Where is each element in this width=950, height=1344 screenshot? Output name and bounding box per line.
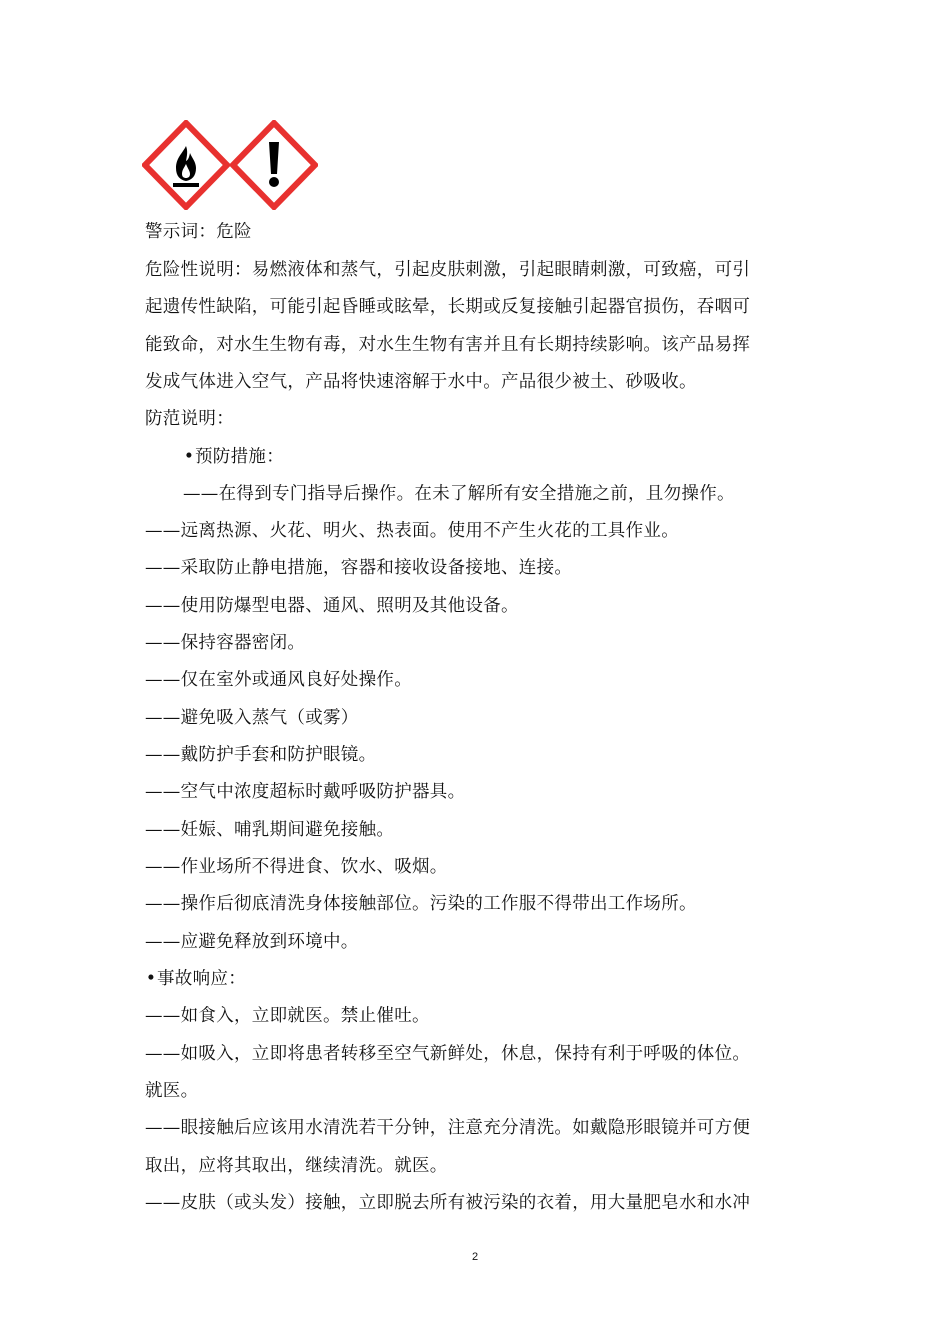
response-item: 取出，应将其取出，继续清洗。就医。: [145, 1156, 448, 1176]
bullet: •: [145, 969, 157, 989]
response-heading: [145, 967, 246, 991]
ghs-pictograms: [142, 120, 318, 210]
prevention-item: ——妊娠、哺乳期间避免接触。: [145, 820, 395, 840]
response-heading-text: 事故响应：: [157, 969, 246, 989]
response-item: ——如吸入，立即将患者转移至空气新鲜处，休息，保持有利于呼吸的体位。: [145, 1044, 751, 1064]
exclamation-mark-icon: [230, 120, 318, 210]
prevention-item: ——采取防止静电措施，容器和接收设备接地、连接。: [145, 558, 573, 578]
prevention-item: ——作业场所不得进食、饮水、吸烟。: [145, 857, 448, 877]
prevention-item: ——使用防爆型电器、通风、照明及其他设备。: [145, 596, 519, 616]
page-number: 2: [471, 1251, 479, 1263]
prevention-item: ——戴防护手套和防护眼镜。: [145, 745, 377, 765]
response-item: ——如食入，立即就医。禁止催吐。: [145, 1006, 430, 1026]
flame-icon: [142, 120, 230, 210]
prevention-item: ——避免吸入蒸气（或雾）: [145, 708, 359, 728]
hazard-statement-line: 发成气体进入空气，产品将快速溶解于水中。产品很少被土、砂吸收。: [145, 372, 697, 392]
prevention-item: ——仅在室外或通风良好处操作。: [145, 670, 412, 690]
prevention-item: ——操作后彻底清洗身体接触部位。污染的工作服不得带出工作场所。: [145, 894, 697, 914]
bullet: •: [183, 447, 195, 467]
prevention-item: ——空气中浓度超标时戴呼吸防护器具。: [145, 782, 466, 802]
prevention-item: ——应避免释放到环境中。: [145, 932, 359, 952]
prevention-item: ——在得到专门指导后操作。在未了解所有安全措施之前，且勿操作。: [183, 484, 735, 504]
precaution-title: 防范说明：: [145, 409, 234, 429]
hazard-statement-line: 起遗传性缺陷，可能引起昏睡或眩晕，长期或反复接触引起器官损伤，吞咽可: [145, 297, 751, 317]
prevention-heading-text: 预防措施：: [195, 447, 284, 467]
signal-word: 警示词：危险: [145, 222, 252, 242]
response-item: ——眼接触后应该用水清洗若干分钟，注意充分清洗。如戴隐形眼镜并可方便: [145, 1118, 751, 1138]
hazard-statement-line: 危险性说明：易燃液体和蒸气，引起皮肤刺激，引起眼睛刺激，可致癌，可引: [145, 260, 751, 280]
prevention-item: ——远离热源、火花、明火、热表面。使用不产生火花的工具作业。: [145, 521, 679, 541]
prevention-item: ——保持容器密闭。: [145, 633, 306, 653]
prevention-heading: [183, 445, 284, 469]
hazard-statement-line: 能致命，对水生生物有毒，对水生生物有害并且有长期持续影响。该产品易挥: [145, 335, 751, 355]
response-item: ——皮肤（或头发）接触，立即脱去所有被污染的衣着，用大量肥皂水和水冲: [145, 1193, 751, 1213]
response-item: 就医。: [145, 1081, 199, 1101]
